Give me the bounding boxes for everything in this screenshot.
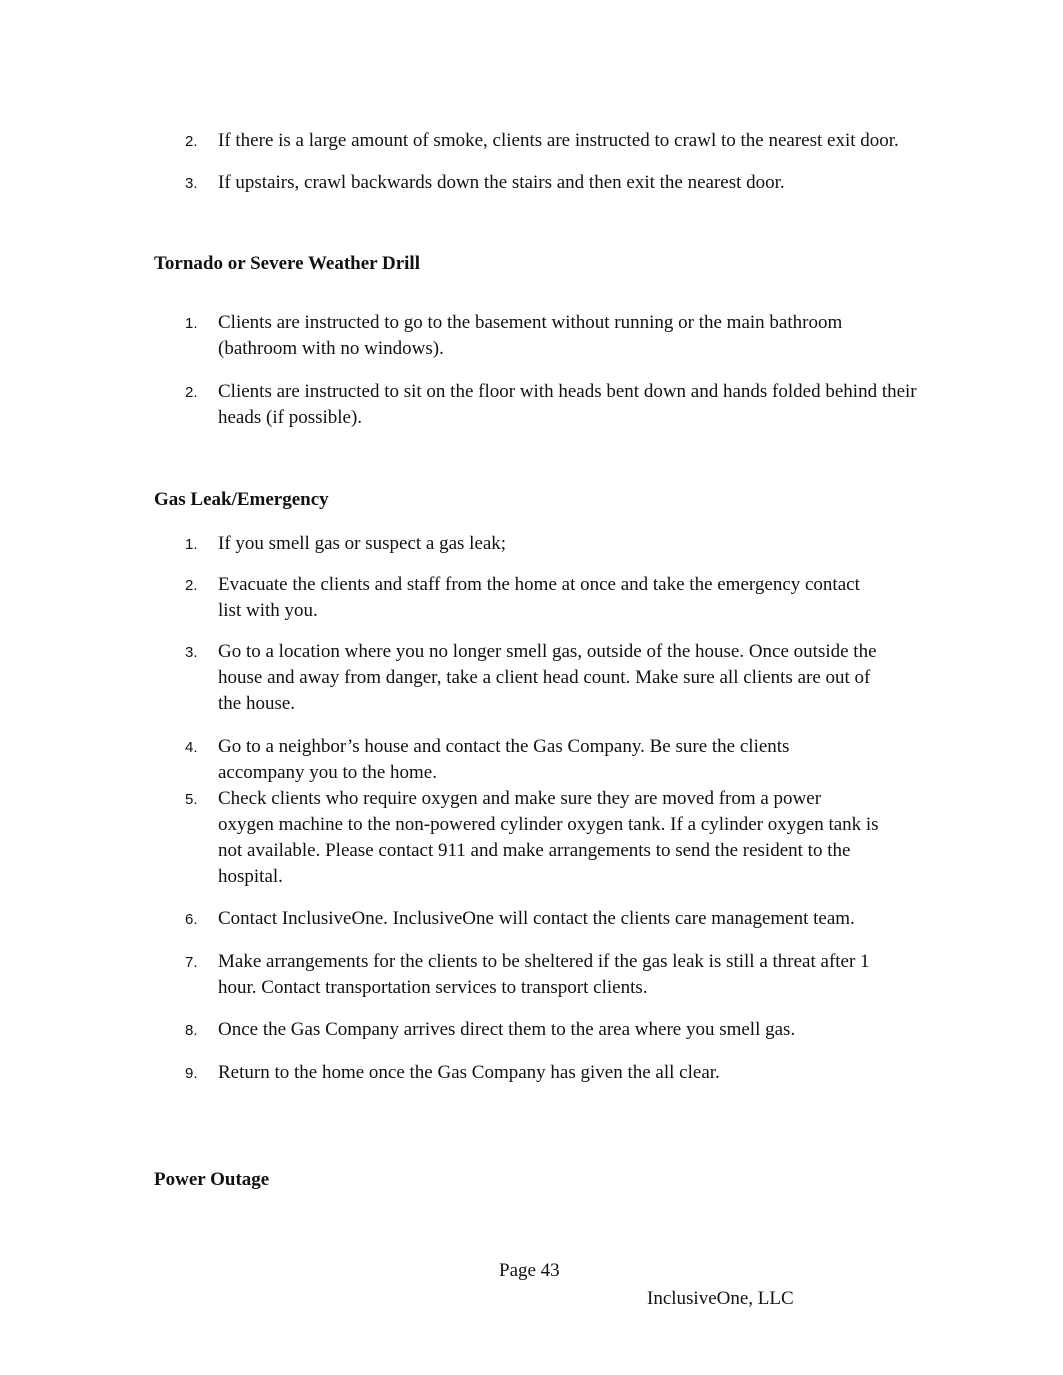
list-item bbox=[185, 379, 1008, 431]
list-item bbox=[185, 128, 1008, 154]
list-line: house and away from danger, take a client head count. Make sure all clients are out of bbox=[218, 667, 871, 688]
list-item bbox=[185, 786, 1008, 890]
list-number: 5. bbox=[185, 791, 198, 808]
list-item bbox=[185, 1017, 1008, 1043]
list-line: hour. Contact transportation services to transport clients. bbox=[218, 977, 648, 998]
list-line: Return to the home once the Gas Company has given the all clear. bbox=[218, 1062, 720, 1083]
list-number: 2. bbox=[185, 577, 198, 594]
list-line: list with you. bbox=[218, 600, 318, 621]
list-line: not available. Please contact 911 and make arrangements to send the resident to the bbox=[218, 840, 851, 861]
section-heading-gas-leak: Gas Leak/Emergency bbox=[154, 489, 329, 510]
company-name: InclusiveOne, LLC bbox=[647, 1288, 794, 1309]
list-number: 1. bbox=[185, 315, 198, 332]
list-number: 1. bbox=[185, 536, 198, 553]
section-heading-power-outage: Power Outage bbox=[154, 1169, 270, 1190]
list-text: If upstairs, crawl backwards down the stairs and then exit the nearest door. bbox=[218, 172, 785, 193]
list-line: Make arrangements for the clients to be sheltered if the gas leak is still a threat after 1 bbox=[218, 951, 870, 972]
list-line: (bathroom with no windows). bbox=[218, 338, 444, 359]
list-line: oxygen machine to the non-powered cylinder oxygen tank. If a cylinder oxygen tank is bbox=[218, 814, 879, 835]
list-line: Go to a location where you no longer smell gas, outside of the house. Once outside the bbox=[218, 641, 877, 662]
list-number: 2. bbox=[185, 384, 198, 401]
list-number: 8. bbox=[185, 1022, 198, 1039]
list-number: 4. bbox=[185, 739, 198, 756]
page-number: Page 43 bbox=[499, 1260, 560, 1281]
list-text: If there is a large amount of smoke, clients are instructed to crawl to the nearest exit door. bbox=[218, 130, 899, 151]
list-line: Clients are instructed to sit on the floor with heads bent down and hands folded behind their bbox=[218, 381, 917, 402]
list-item bbox=[185, 170, 1008, 196]
list-line: accompany you to the home. bbox=[218, 762, 437, 783]
list-item bbox=[185, 1060, 1008, 1086]
list-line: Clients are instructed to go to the basement without running or the main bathroom bbox=[218, 312, 843, 333]
section-heading-tornado: Tornado or Severe Weather Drill bbox=[154, 253, 420, 274]
list-line: If you smell gas or suspect a gas leak; bbox=[218, 533, 507, 554]
list-line: hospital. bbox=[218, 866, 283, 887]
list-item bbox=[185, 639, 1008, 717]
list-number: 7. bbox=[185, 954, 198, 971]
list-line: the house. bbox=[218, 693, 296, 714]
list-item bbox=[185, 734, 1008, 786]
list-number: 2. bbox=[185, 133, 198, 150]
list-item bbox=[185, 531, 1008, 557]
list-number: 6. bbox=[185, 911, 198, 928]
list-number: 3. bbox=[185, 175, 198, 192]
list-number: 9. bbox=[185, 1065, 198, 1082]
list-item bbox=[185, 949, 1008, 1001]
list-number: 3. bbox=[185, 644, 198, 661]
list-line: Contact InclusiveOne. InclusiveOne will contact the clients care management team. bbox=[218, 908, 855, 929]
list-line: Check clients who require oxygen and make sure they are moved from a power bbox=[218, 788, 822, 809]
list-item bbox=[185, 906, 1008, 932]
list-line: Once the Gas Company arrives direct them to the area where you smell gas. bbox=[218, 1019, 796, 1040]
list-line: Evacuate the clients and staff from the home at once and take the emergency contact bbox=[218, 574, 860, 595]
list-line: Go to a neighbor’s house and contact the Gas Company. Be sure the clients bbox=[218, 736, 790, 757]
list-item bbox=[185, 310, 1008, 362]
list-line: heads (if possible). bbox=[218, 407, 363, 428]
list-item bbox=[185, 572, 1008, 624]
